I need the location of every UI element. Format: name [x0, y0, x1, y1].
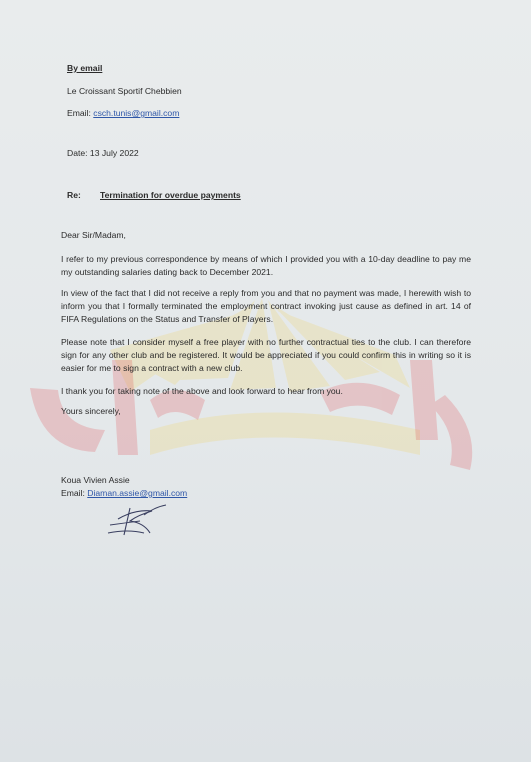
- subject-label: Re:: [67, 190, 81, 200]
- recipient-email-line: [67, 107, 179, 119]
- paragraph-4: I thank you for taking note of the above and look forward to hear from you.: [61, 386, 343, 396]
- subject-line: [67, 189, 241, 201]
- letter-date: Date: 13 July 2022: [67, 148, 139, 158]
- paragraph-2: In view of the fact that I did not receive a reply from you and that no payment was made, I herewith wish to inform you that I formally terminated the employment contract invoking just cause as defined in art. 14 of FIFA Regulations on the Status and Transfer of Players.: [61, 288, 471, 324]
- sender-email-link[interactable]: Diaman.assie@gmail.com: [87, 488, 188, 498]
- recipient-email-label: Email:: [67, 108, 94, 118]
- closing: Yours sincerely,: [61, 406, 121, 416]
- salutation: Dear Sir/Madam,: [61, 230, 126, 240]
- delivery-method: By email: [67, 63, 103, 73]
- recipient-email-link[interactable]: csch.tunis@gmail.com: [93, 108, 180, 118]
- sender-email-line: [61, 487, 187, 499]
- paragraph-3: Please note that I consider myself a free player with no further contractual ties to the club. I can therefore sign for any other club and be registered. It would be appreciated if you could confirm this in writing so it is easier for me to sign a contract with a new club.: [61, 337, 471, 373]
- sender-email-label: Email:: [61, 488, 88, 498]
- recipient-name: Le Croissant Sportif Chebbien: [67, 86, 182, 96]
- subject-text: Termination for overdue payments: [100, 190, 241, 200]
- paragraph-1: I refer to my previous correspondence by means of which I provided you with a 10-day deadline to pay me my outstanding salaries dating back to December 2021.: [61, 254, 471, 277]
- handwritten-signature: [100, 503, 170, 541]
- sender-name: Koua Vivien Assie: [61, 475, 130, 485]
